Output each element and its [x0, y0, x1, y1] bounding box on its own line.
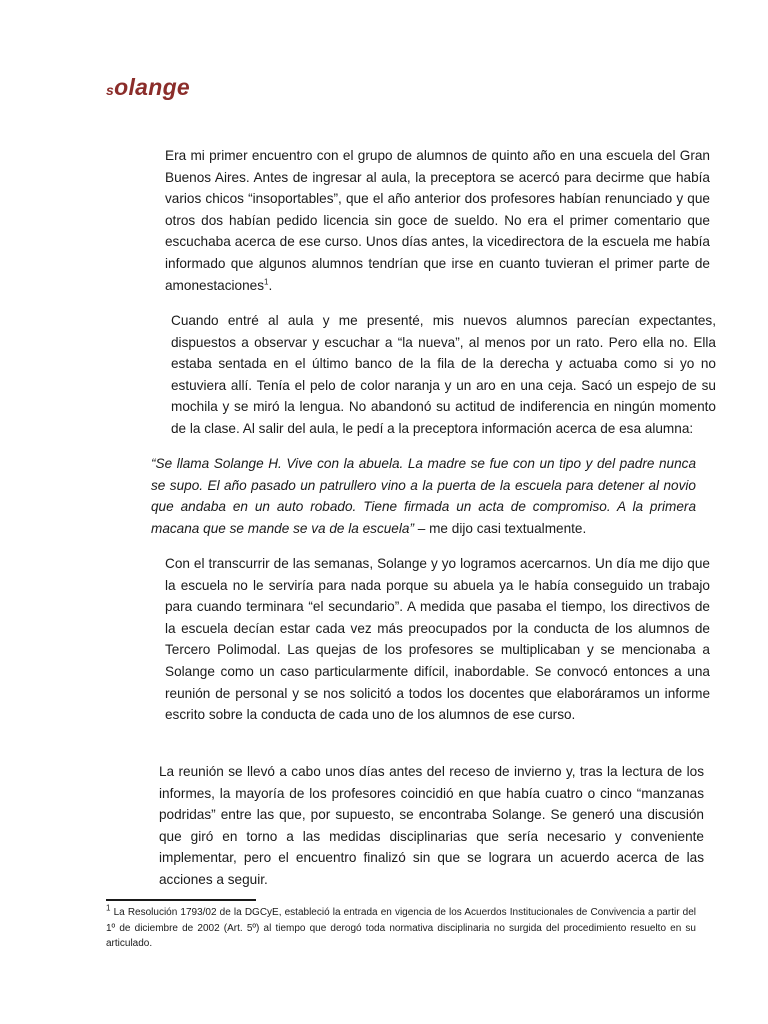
paragraph-1-end: . — [268, 277, 273, 293]
document-title — [106, 74, 190, 101]
footnote — [106, 905, 696, 952]
paragraph-2: Cuando entré al aula y me presenté, mis nuevos alumnos parecían expectantes, dispuestos a observar y escuchar a “la nueva”, al menos por un rato. Pero ella no. Ella estaba sentada en el último banco de la fila de la derecha y actuaba como si yo no estuviera allí. Tenía el pelo de color naranja y un aro en una ceja. Sacó un espejo de su mochila y se miró la lengua. No abandonó su actitud de indiferencia en ningún momento de la clase. Al salir del aula, le pedí a la preceptora información acerca de esa alumna: — [171, 313, 716, 436]
paragraph-5: La reunión se llevó a cabo unos días antes del receso de invierno y, tras la lectura de los informes, la mayoría de los profesores coincidió en que había cuatro o cinco “manzanas podridas” entre las que, por supuesto, se encontraba Solange. Se generó una discusión que giró en torno a las medidas disciplinarias que sería necesario y conveniente implementar, pero el encuentro finalizó sin que se lograra un acuerdo acerca de las acciones a seguir. — [159, 764, 704, 887]
title-rest: olange — [114, 74, 191, 100]
footnote-separator — [106, 899, 256, 901]
quote-text: “Se llama Solange H. Vive con la abuela. La madre se fue con un tipo y del padre nunca se supo. El año pasado un patrullero vino a la puerta de la escuela para detener al novio que andaba en un auto robado. Tiene firmada un acta de compromiso. A la primera macana que se mande se va de la escuela” — [151, 456, 696, 536]
paragraph-3-quote — [151, 453, 696, 539]
paragraph-1-text: Era mi primer encuentro con el grupo de alumnos de quinto año en una escuela del Gran Buenos Aires. Antes de ingresar al aula, la preceptora se acercó para decirme que había varios chicos “insoportables”, que el año anterior dos profesores habían renunciado y que otros dos habían pedido licencia sin goce de sueldo. No era el primer comentario que escuchaba acerca de ese curso. Unos días antes, la vicedirectora de la escuela me había informado que algunos alumnos tendrían que irse en cuanto tuvieran el primer parte de amonestaciones — [165, 148, 710, 293]
quote-attribution: – me dijo casi textualmente. — [413, 520, 587, 536]
footnote-reference: 1 — [264, 277, 269, 287]
title-first-letter: s — [106, 82, 115, 98]
footnote-text: La Resolución 1793/02 de la DGCyE, estableció la entrada en vigencia de los Acuerdos Institucionales de Convivencia a partir del 1º de diciembre de 2002 (Art. 5º) al tiempo que derogó toda normativa disciplinaria no surgida del procedimiento resuelto en su articulado. — [106, 907, 696, 949]
footnote-marker: 1 — [106, 903, 111, 913]
paragraph-1 — [151, 145, 710, 296]
paragraph-4: Con el transcurrir de las semanas, Solange y yo logramos acercarnos. Un día me dijo que la escuela no le serviría para nada porque su abuela ya le había conseguido un trabajo para cuando terminara “el secundario”. A medida que pasaba el tiempo, los directivos de la escuela decían estar cada vez más preocupados por la conducta de los alumnos de Tercero Polimodal. Las quejas de los profesores se multiplicaban y se mencionaba a Solange como un caso particularmente difícil, inabordable. Se convocó entonces a una reunión de personal y se nos solicitó a todos los docentes que elaboráramos un informe escrito sobre la conducta de cada uno de los alumnos de ese curso. — [165, 556, 710, 723]
